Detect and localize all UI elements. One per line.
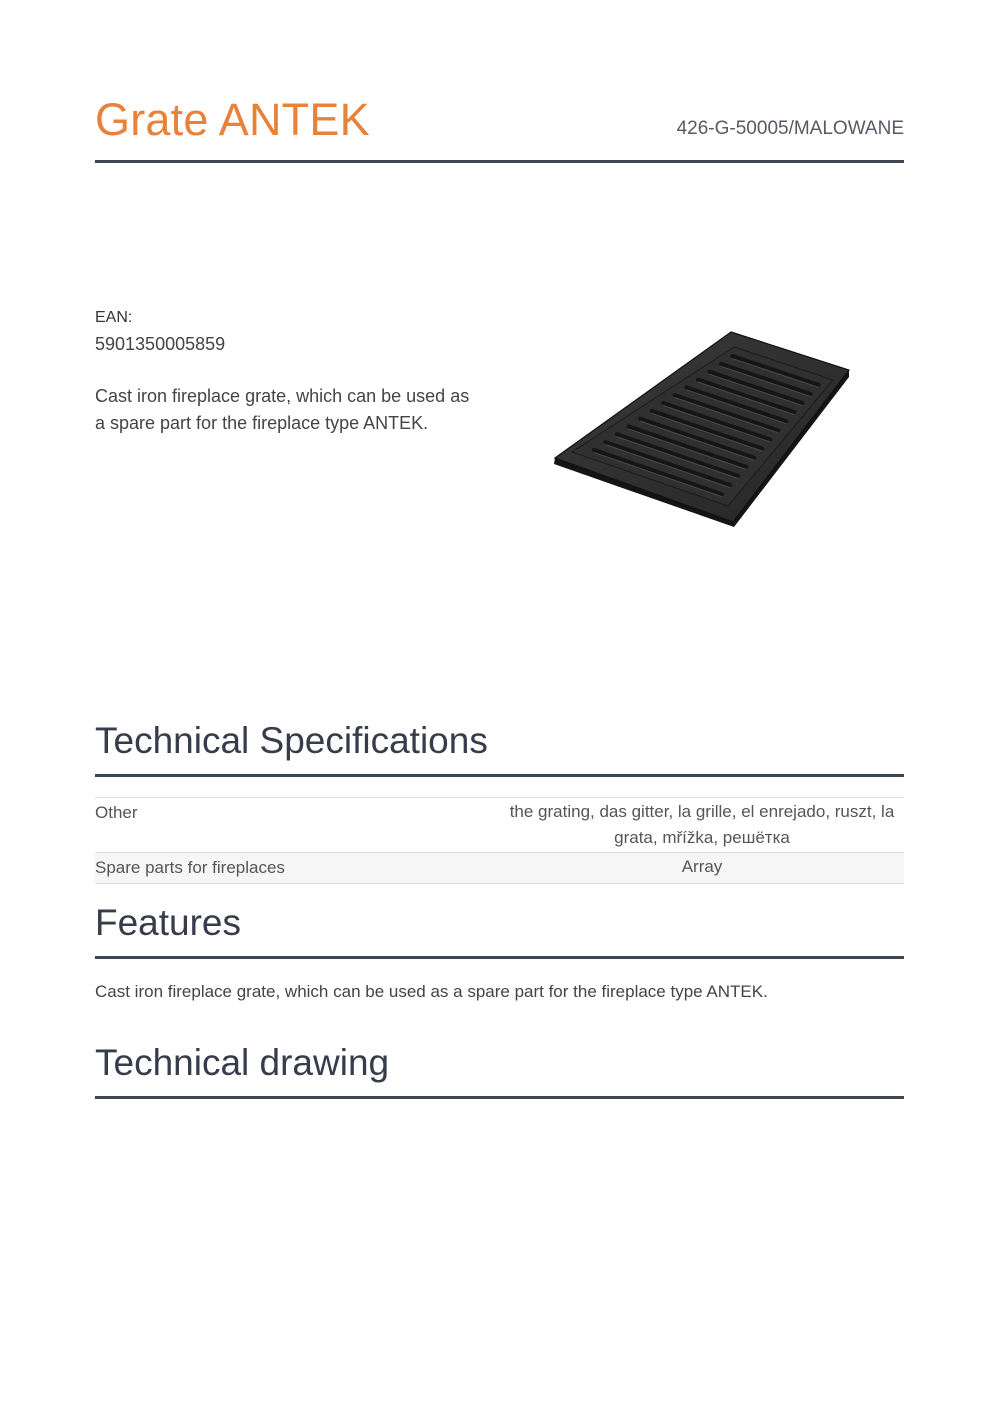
product-code: 426-G-50005/MALOWANE [676,118,904,139]
spec-row [95,853,904,884]
spec-table [95,797,904,884]
product-title: Grate ANTEK [95,94,370,145]
ean-value: 5901350005859 [95,334,226,354]
features-heading [95,902,904,959]
spec-value: the grating, das gitter, la grille, el enrejado, ruszt, la grata, mřížka, решётка [509,802,895,847]
spec-key: Other [95,803,138,822]
spec-key: Spare parts for fireplaces [95,858,285,877]
grate-product-image [548,325,853,530]
technical-specifications-title: Technical Specifications [95,720,488,761]
technical-drawing-title: Technical drawing [95,1042,390,1083]
product-info [95,307,475,437]
ean-label: EAN: [95,309,133,326]
spec-value: Array [681,857,723,876]
document-header [95,92,904,163]
technical-specifications-heading [95,720,904,777]
product-description: Cast iron fireplace grate, which can be used as a spare part for the fireplace type ANTEK. [95,386,470,433]
technical-drawing-heading [95,1042,904,1099]
features-text: Cast iron fireplace grate, which can be used as a spare part for the fireplace type ANTEK. [95,982,768,1001]
spec-row [95,798,904,853]
features-title: Features [95,902,242,943]
